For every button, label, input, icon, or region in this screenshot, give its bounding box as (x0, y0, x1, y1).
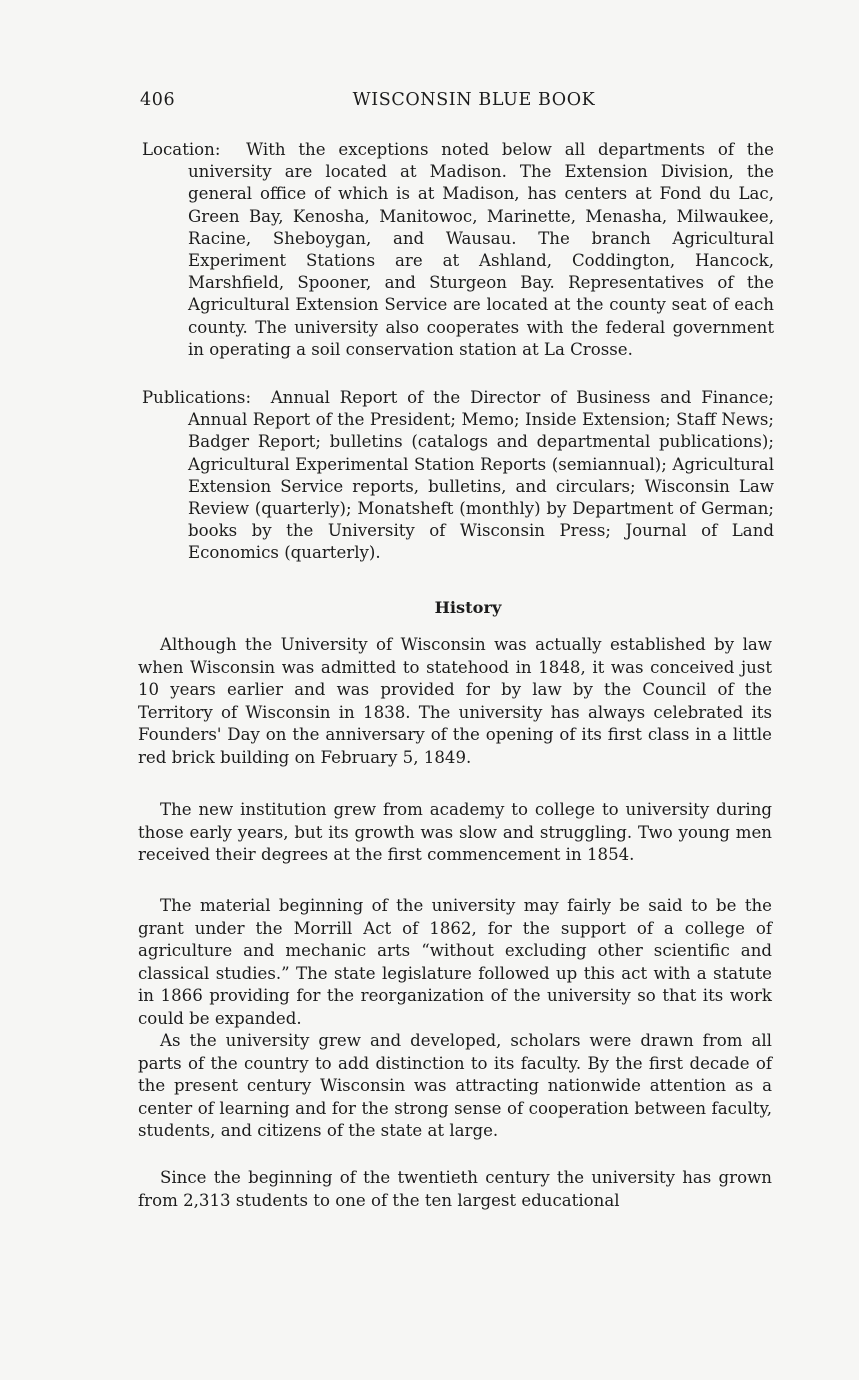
publications-text: Annual Report of the Director of Business and Finance; Annual Report of the President; Memo; Inside Extension; Staff News; Badger Report; bulletins (catalogs and departmental publications); Agricultural Experimental Station Reports (semiannual); Agricultural Extension Service reports, bulletins, and circulars; Wisconsin Law Review (quarterly); Monatsheft (monthly) by Department of German; books by the University of Wisconsin Press; Journal of Land Economics (quarterly). (188, 388, 774, 563)
location-label: Location: (142, 140, 221, 159)
running-title: WISCONSIN BLUE BOOK (352, 90, 596, 110)
history-heading: History (434, 598, 502, 617)
history-paragraph: As the university grew and developed, scholars were drawn from all parts of the country to add distinction to its faculty. By the first decade of the present century Wisconsin was attracting nationwide attention as a center of learning and for the strong sense of cooperation between faculty, students, and citizens of the state at large. (138, 1031, 772, 1141)
history-paragraph: Since the beginning of the twentieth century the university has grown from 2,313 students to one of the ten largest educational (138, 1168, 772, 1210)
location-text: With the exceptions noted below all departments of the university are located at Madison. The Extension Division, the general office of which is at Madison, has centers at Fond du Lac, Green Bay, Kenosha, Manitowoc, Marinette, Menasha, Milwaukee, Racine, Sheboygan, and Wausau. The branch Agricultural Experiment Stations are at Ashland, Coddington, Hancock, Marshfield, Spooner, and Sturgeon Bay. Representatives of the Agricultural Extension Service are located at the county seat of each county. The university also cooperates with the federal government in operating a soil conservation station at La Crosse. (188, 140, 774, 359)
history-paragraph: The material beginning of the university may fairly be said to be the grant under the Morrill Act of 1862, for the support of a college of agriculture and mechanic arts “without excluding other scientific and classical studies.” The state legislature followed up this act with a statute in 1866 providing for the reorganization of the university so that its work could be expanded. (138, 896, 772, 1028)
publications-entry (142, 387, 774, 565)
publications-label: Publications: (142, 388, 252, 407)
page-number: 406 (140, 90, 176, 110)
history-paragraph: Although the University of Wisconsin was actually established by law when Wisconsin was admitted to statehood in 1848, it was conceived just 10 years earlier and was provided for by law by the Council of the Territory of Wisconsin in 1838. The university has always celebrated its Founders' Day on the anniversary of the opening of its first class in a little red brick building on February 5, 1849. (138, 635, 772, 767)
history-paragraph: The new institution grew from academy to college to university during those early years, but its growth was slow and struggling. Two young men received their degrees at the first commencement in 1854. (138, 800, 772, 865)
page-header (138, 90, 774, 114)
location-entry (142, 139, 774, 361)
